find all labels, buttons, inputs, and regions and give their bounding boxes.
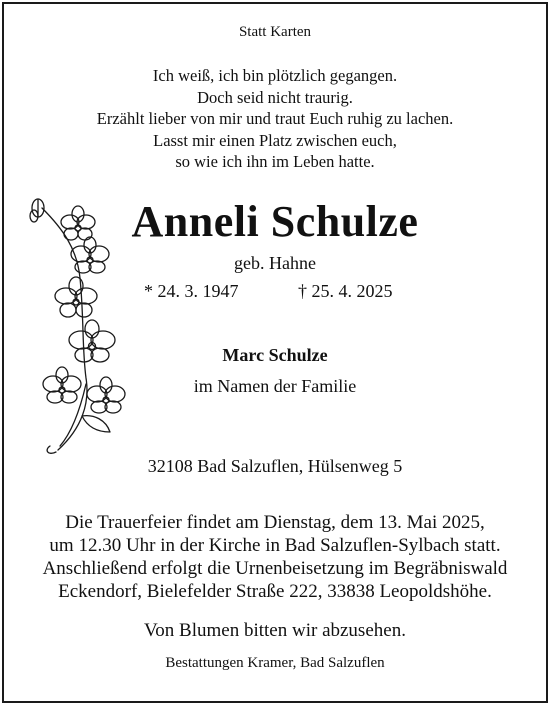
poem-line: Ich weiß, ich bin plötzlich gegangen. <box>152 66 398 85</box>
deceased-name: Anneli Schulze <box>131 197 419 246</box>
flowers-note: Von Blumen bitten wir abzusehen. <box>144 620 406 641</box>
mourner-name: Marc Schulze <box>222 345 328 365</box>
mourner-address: 32108 Bad Salzuflen, Hülsenweg 5 <box>147 456 403 476</box>
birth-name: geb. Hahne <box>234 253 316 273</box>
funeral-line: um 12.30 Uhr in der Kirche in Bad Salzuflen-Sylbach statt. <box>49 535 501 556</box>
poem-line: Erzählt lieber von mir und traut Euch ruhig zu lachen. <box>96 109 454 128</box>
mourner-family-note: im Namen der Familie <box>193 376 357 396</box>
funeral-line: Die Trauerfeier findet am Dienstag, dem 13. Mai 2025, <box>65 512 485 533</box>
death-date: † 25. 4. 2025 <box>298 281 393 301</box>
poem-line: so wie ich ihn im Leben hatte. <box>175 152 375 171</box>
header-statt-karten: Statt Karten <box>238 24 312 40</box>
poem-line: Lasst mir einen Platz zwischen euch, <box>153 130 397 150</box>
funeral-line: Anschließend erfolgt die Urnenbeisetzung im Begräbniswald <box>42 558 508 579</box>
birth-date: * 24. 3. 1947 <box>144 281 239 301</box>
poem-line: Doch seid nicht traurig. <box>197 87 353 107</box>
funeral-line: Eckendorf, Bielefelder Straße 222, 33838 Leopoldshöhe. <box>58 581 492 602</box>
undertaker: Bestattungen Kramer, Bad Salzuflen <box>165 655 385 671</box>
